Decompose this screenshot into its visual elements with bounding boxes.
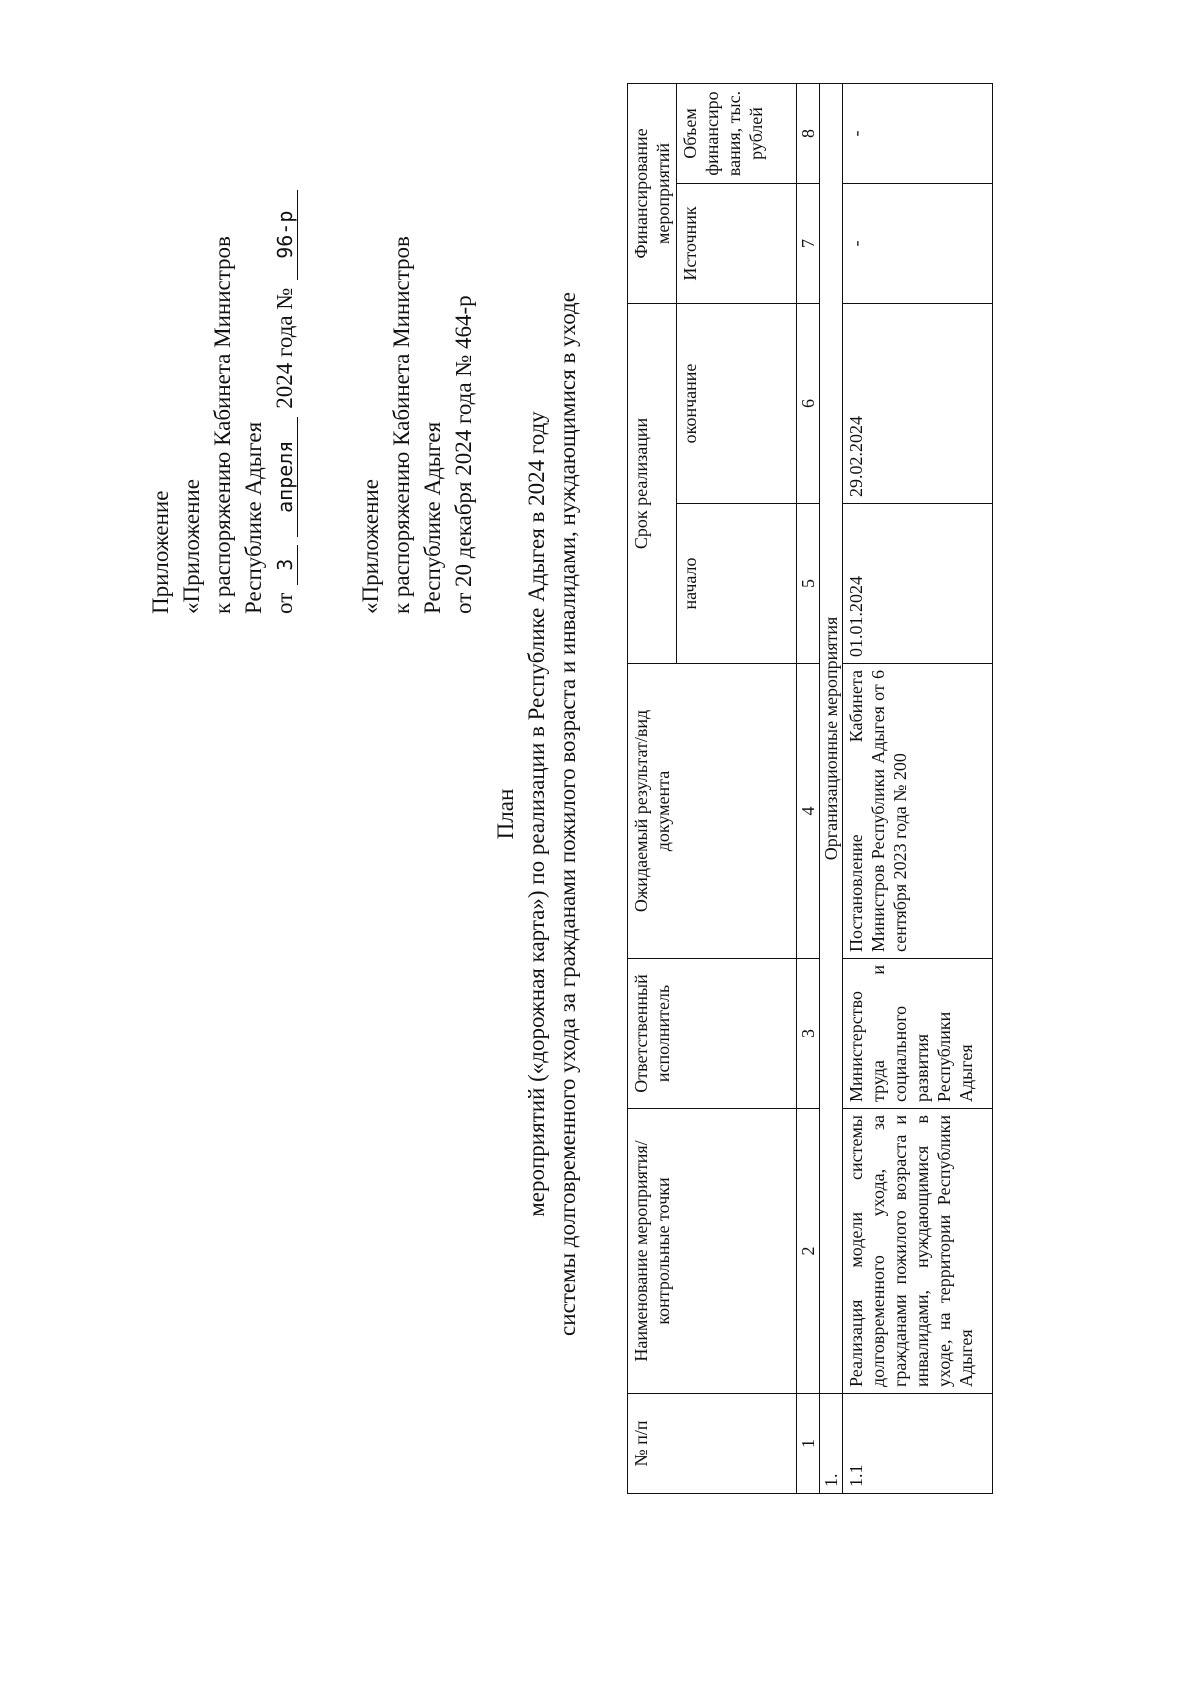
appendix-date-line <box>269 94 300 614</box>
column-number: 5 <box>797 504 820 664</box>
section-row <box>820 83 843 1493</box>
row-result: Постановление Кабинета Министров Республики Адыгея от 6 сентября 2023 года № 200 <box>843 664 993 959</box>
title-line-3: системы долговременного ухода за гражданами пожилого возраста и инвалидами, нуждающимися в уходе <box>555 292 580 1336</box>
column-number: 4 <box>797 664 820 959</box>
section-title: Организационные мероприятия <box>820 83 843 1393</box>
previous-region-line: Республике Адыгея <box>420 421 445 614</box>
appendix-header <box>145 94 300 614</box>
header-fin-source: Источник <box>677 183 797 303</box>
date-prefix: от <box>272 592 297 614</box>
date-year-text: 2024 года № <box>272 287 297 409</box>
row-name: Реализация модели системы долговременного ухода, за гражданами пожилого возраста и инвалидами, нуждающимися в уходе, на территории Республики Адыгея <box>843 1109 993 1394</box>
document-title <box>490 174 583 1454</box>
order-number-field: 96-р <box>273 190 298 280</box>
appendix-order-line: к распоряжению Кабинета Министров <box>210 236 235 614</box>
section-number: 1. <box>820 1394 843 1494</box>
header-financing: Финансирование мероприятий <box>628 83 677 303</box>
date-day-field: 3 <box>273 545 298 585</box>
previous-date-line: от 20 декабря 2024 года № 464-р <box>451 295 476 614</box>
column-number: 1 <box>797 1394 820 1494</box>
header-result: Ожидаемый результат/вид документа <box>628 664 797 959</box>
row-start-date: 01.01.2024 <box>843 504 993 664</box>
column-number: 7 <box>797 183 820 303</box>
appendix-label: Приложение <box>148 490 173 614</box>
previous-appendix-header <box>355 94 479 614</box>
previous-order-line: к распоряжению Кабинета Министров <box>389 236 414 614</box>
header-term-end: окончание <box>677 303 797 503</box>
header-name: Наименование мероприятия/ контрольные точки <box>628 1109 797 1394</box>
header-fin-volume: Объем финансиро вания, тыс. рублей <box>677 83 797 183</box>
header-executor: Ответственный исполнитель <box>628 959 797 1109</box>
previous-appendix-label: «Приложение <box>358 479 383 614</box>
column-number: 6 <box>797 303 820 503</box>
header-num: № п/п <box>628 1394 797 1494</box>
title-line-2: мероприятий («дорожная карта») по реализации в Республике Адыгея в 2024 году <box>524 411 549 1217</box>
appendix-quote-label: «Приложение <box>179 479 204 614</box>
row-fin-source: - <box>843 183 993 303</box>
header-term-start: начало <box>677 504 797 664</box>
appendix-region-line: Республике Адыгея <box>241 421 266 614</box>
column-number-row <box>797 83 820 1493</box>
column-number: 8 <box>797 83 820 183</box>
row-fin-volume: - <box>843 83 993 183</box>
table-row <box>843 83 993 1493</box>
row-executor: Министерство труда и социального развития Республики Адыгея <box>843 959 993 1109</box>
row-end-date: 29.02.2024 <box>843 303 993 503</box>
roadmap-table <box>627 83 993 1494</box>
date-month-field: апреля <box>273 417 298 537</box>
row-number: 1.1 <box>843 1394 993 1494</box>
column-number: 3 <box>797 959 820 1109</box>
header-term: Срок реализации <box>628 303 677 663</box>
column-number: 2 <box>797 1109 820 1394</box>
title-plan: План <box>493 788 518 840</box>
